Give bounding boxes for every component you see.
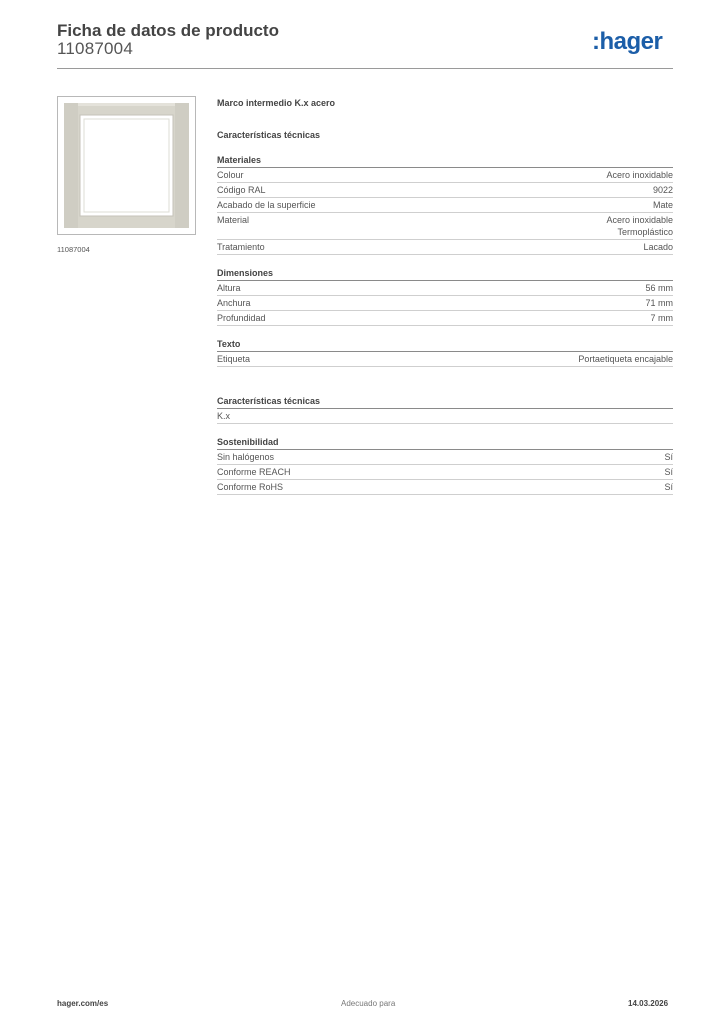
materials-row-value — [606, 169, 673, 181]
materials-row-value — [653, 184, 673, 196]
image-caption: 11087004 — [57, 245, 90, 254]
materials-row-value-line: Acero inoxidable — [606, 170, 673, 180]
hager-logo: :hager — [592, 28, 663, 55]
spec-table — [217, 96, 673, 495]
dimensions-row-value — [645, 297, 673, 309]
footer-website[interactable]: hager.com/es — [57, 999, 109, 1008]
text-title: Texto — [217, 337, 673, 352]
frame-icon — [58, 97, 195, 234]
materials-row-label: Tratamiento — [217, 242, 265, 252]
product-code: 11087004 — [57, 39, 133, 58]
materials-row — [217, 183, 673, 198]
sustainability-row-value-line: Sí — [664, 482, 673, 492]
materials-row-value-line: 9022 — [652, 185, 673, 195]
text-rows — [217, 352, 673, 367]
materials-row-label: Código RAL — [217, 185, 266, 195]
materials-row-label: Material — [217, 215, 250, 225]
sustainability-row-value — [664, 451, 673, 463]
dimensions-row-label: Profundidad — [217, 313, 266, 323]
materials-row-value — [606, 214, 673, 238]
materials-row-value-line: Lacado — [643, 242, 673, 252]
sustainability-title: Sostenibilidad — [217, 435, 673, 450]
sustainability-row-label: Sin halógenos — [217, 452, 275, 462]
sustainability-row-label: Conforme RoHS — [217, 482, 284, 492]
materials-row-label: Acabado de la superficie — [217, 200, 316, 210]
product-name: Marco intermedio K.x acero — [217, 98, 336, 108]
dimensions-row-value — [645, 282, 673, 294]
footer-suitable-for: Adecuado para — [341, 999, 396, 1008]
sustainability-row-value — [664, 481, 673, 493]
materials-row-value — [653, 199, 673, 211]
text-row-value — [578, 353, 673, 365]
materials-row — [217, 213, 673, 240]
materials-row-value — [643, 241, 673, 253]
materials-title: Materiales — [217, 153, 673, 168]
text-row — [217, 352, 673, 367]
dimensions-row-label: Altura — [217, 283, 241, 293]
dimensions-row-value-line: 7 mm — [650, 313, 673, 323]
materials-row — [217, 198, 673, 213]
dimensions-title: Dimensiones — [217, 266, 673, 281]
dimensions-row — [217, 311, 673, 326]
characteristics2-item: K.x — [217, 409, 673, 424]
product-image — [57, 96, 196, 235]
text-row-value-line: Portaetiqueta encajable — [578, 354, 673, 364]
text-row-label: Etiqueta — [217, 354, 251, 364]
materials-rows — [217, 168, 673, 255]
header-divider — [57, 68, 673, 69]
materials-row — [217, 240, 673, 255]
dimensions-row-value-line: 56 mm — [645, 283, 673, 293]
document-title: Ficha de datos de producto — [57, 21, 279, 40]
sustainability-row-value-line: Sí — [664, 467, 673, 477]
sustainability-row-value — [664, 466, 673, 478]
sustainability-row-value-line: Sí — [664, 452, 673, 462]
dimensions-row — [217, 296, 673, 311]
sustainability-row — [217, 450, 673, 465]
sustainability-row — [217, 465, 673, 480]
dimensions-row-value-line: 71 mm — [645, 298, 673, 308]
footer-date: 14.03.2026 — [628, 999, 669, 1008]
sustainability-row-label: Conforme REACH — [217, 467, 291, 477]
sustainability-rows — [217, 450, 673, 495]
characteristics2-title: Características técnicas — [217, 394, 673, 409]
dimensions-rows — [217, 281, 673, 326]
materials-row-value-line: Termoplástico — [617, 227, 673, 237]
materials-row-value-line: Mate — [652, 200, 673, 210]
materials-row-value-line: Acero inoxidable — [606, 215, 673, 225]
characteristics-heading: Características técnicas — [217, 130, 321, 140]
dimensions-row-label: Anchura — [217, 298, 251, 308]
materials-row — [217, 168, 673, 183]
dimensions-row — [217, 281, 673, 296]
sustainability-row — [217, 480, 673, 495]
materials-row-label: Colour — [217, 170, 244, 180]
dimensions-row-value — [651, 312, 674, 324]
